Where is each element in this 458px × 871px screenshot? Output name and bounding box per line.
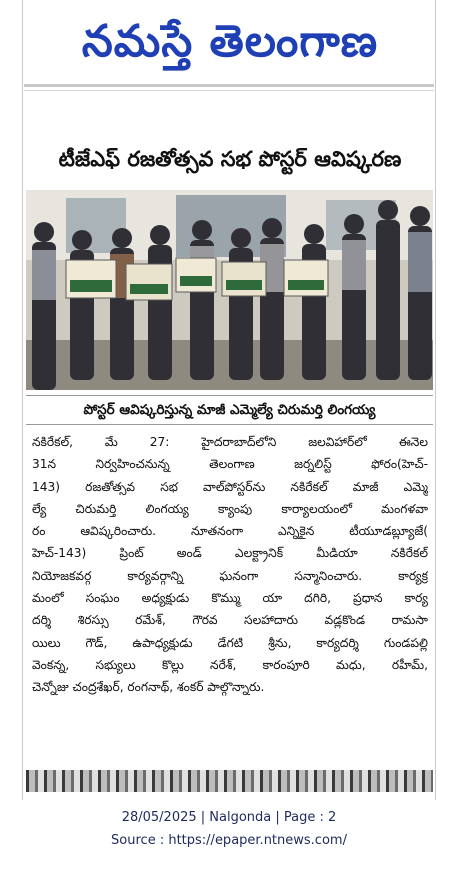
article-line: ల్యే చిరుమర్తి లింగయ్య క్యాంపు కార్యాలయంలో మంగళవా [32,501,428,516]
newspaper-masthead: నమస్తే తెలంగాణ [81,16,379,67]
article-body [32,431,428,699]
article-line: చెన్నోజు చంద్రశేఖర్, రంగనాథ్, శంకర్ పాల్గొన్నారు. [32,680,265,695]
photo-caption: పోస్టర్ ఆవిష్కరిస్తున్న మాజీ ఎమ్మెల్యే చిరుమర్తి లింగయ్య [26,395,433,425]
masthead-rule [24,84,434,87]
footer-source: Source : https://epaper.ntnews.com/ [111,833,347,848]
article-line: యిలు గౌడ్, ఉపాధ్యక్షుడు డేగటి శ్రీను, కార్యదర్శి గుండపల్లి [32,635,428,650]
article-line: రం ఆవిష్కరించారు. నూతనంగా ఎన్నికైన టీయూడబ్ల్యూజే( [32,524,428,539]
masthead-rule-thin [24,90,434,91]
article-line: నకిరేకల్, మే 27: హైదరాబాద్‌లోని జలవిహార్‌లో ఈనెల [32,435,428,449]
article-line: 31న నిర్వహించనున్న తెలంగాణ జర్నలిస్ట్ ఫోరం(హెచ్- [32,457,428,472]
news-photo [26,190,433,390]
page-footer [0,806,458,852]
group-photo-illustration [26,190,433,390]
article-line: వెంకన్న, సభ్యులు కొల్లు నరేశ్, కారంపూరి మధు, రహీమ్, [32,657,428,672]
footer-dateline: 28/05/2025 | Nalgonda | Page : 2 [121,810,337,825]
next-article-photo-strip [26,770,433,792]
article-line: దర్శి శిరస్సు రమేశ్, గౌరవ సలహాదారు వడ్లకొండ రామసా [32,613,428,628]
article-line: 143) రజతోత్సవ సభ వాల్‌పోస్టర్‌ను నకిరేకల్ మాజీ ఎమ్మె [32,479,428,494]
article-headline: టీజేఎఫ్ రజతోత్సవ సభ పోస్టర్ ఆవిష్కరణ [58,147,402,171]
article-line: మంలో సంఘం అధ్యక్షుడు కొమ్ము యా దగిరి, ప్రధాన కార్య [32,591,428,606]
article-line: నియోజకవర్గ కార్యవర్గాన్ని ఘనంగా సన్మానించారు. కార్యక్ర [32,568,428,583]
article-line: హెచ్-143) ప్రింట్ అండ్ ఎలక్ట్రానిక్ మీడియా నకిరేకల్ [32,546,428,561]
